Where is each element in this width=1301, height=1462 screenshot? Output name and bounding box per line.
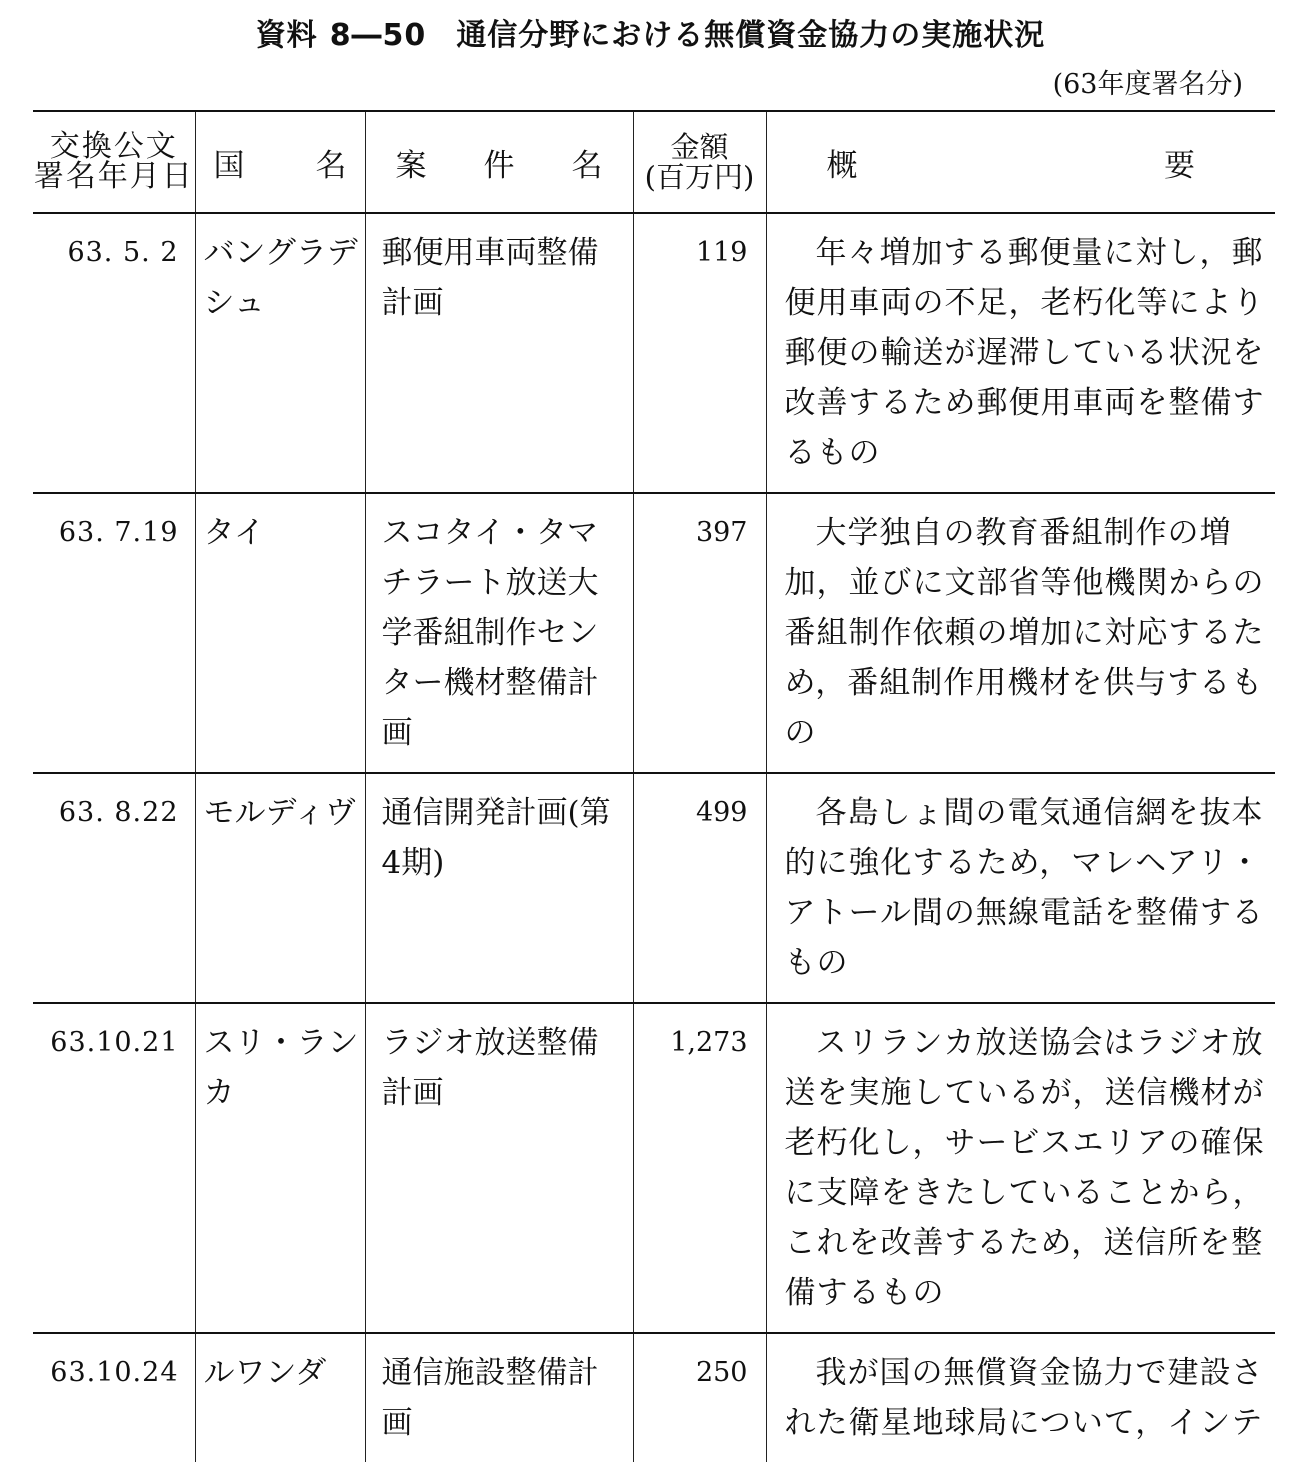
row-country: バングラデシュ	[195, 213, 365, 493]
header-date-line1: 交換公文	[49, 129, 178, 164]
header-date	[33, 111, 195, 213]
header-country: 国名	[195, 111, 365, 213]
row-summary: 年々増加する郵便量に対し，郵便用車両の不足，老朽化等により郵便の輸送が遅滞している状況を改善するため郵便用車両を整備するもの	[784, 235, 1265, 471]
row-date: 63. 5. 2	[33, 213, 195, 493]
title-number: 8―50	[329, 18, 427, 53]
table-row	[33, 1003, 1275, 1333]
title-text: 通信分野における無償資金協力の実施状況	[456, 18, 1046, 53]
row-project: 郵便用車両整備計画	[365, 213, 633, 493]
row-date: 63. 8.22	[33, 773, 195, 1003]
row-project: ラジオ放送整備計画	[365, 1003, 633, 1333]
row-project: 通信開発計画(第4期)	[365, 773, 633, 1003]
row-amount: 119	[633, 213, 766, 493]
row-amount: 499	[633, 773, 766, 1003]
row-date: 63.10.24	[33, 1333, 195, 1462]
table-row	[33, 493, 1275, 773]
header-project: 案件名	[365, 111, 633, 213]
table-row	[33, 773, 1275, 1003]
header-summary: 概要	[826, 147, 1195, 184]
header-amount-line1: 金額	[670, 130, 729, 164]
header-date-line2: 署名年月日	[33, 159, 194, 194]
row-country: タイ	[195, 493, 365, 773]
table-header-row	[33, 111, 1275, 213]
row-summary: 大学独自の教育番組制作の増加，並びに文部省等他機関からの番組制作依頼の増加に対応するため，番組制作用機材を供与するもの	[784, 515, 1265, 751]
row-summary: スリランカ放送協会はラジオ放送を実施しているが，送信機材が老朽化し，サービスエリアの確保に支障をきたしていることから，これを改善するため，送信所を整備するもの	[784, 1025, 1265, 1311]
document-subtitle: (63年度署名分)	[1052, 69, 1243, 100]
row-country: スリ・ランカ	[195, 1003, 365, 1333]
document-title	[0, 10, 1301, 54]
row-amount: 397	[633, 493, 766, 773]
header-amount-line2: (百万円)	[644, 160, 755, 194]
row-summary: 我が国の無償資金協力で建設された衛星地球局について，インテ	[784, 1355, 1264, 1441]
grant-aid-table	[33, 110, 1275, 1462]
row-date: 63.10.21	[33, 1003, 195, 1333]
header-amount	[633, 111, 766, 213]
row-project: 通信施設整備計画	[365, 1333, 633, 1462]
row-amount: 1,273	[633, 1003, 766, 1333]
row-date: 63. 7.19	[33, 493, 195, 773]
row-country: モルディヴ	[195, 773, 365, 1003]
title-label: 資料	[255, 18, 318, 53]
table-row	[33, 1333, 1275, 1462]
table-row	[33, 213, 1275, 493]
row-project: スコタイ・タマチラート放送大学番組制作センター機材整備計画	[365, 493, 633, 773]
row-country: ルワンダ	[195, 1333, 365, 1462]
row-amount: 250	[633, 1333, 766, 1462]
row-summary: 各島しょ間の電気通信網を抜本的に強化するため，マレヘアリ・アトール間の無線電話を整備するもの	[784, 795, 1264, 981]
